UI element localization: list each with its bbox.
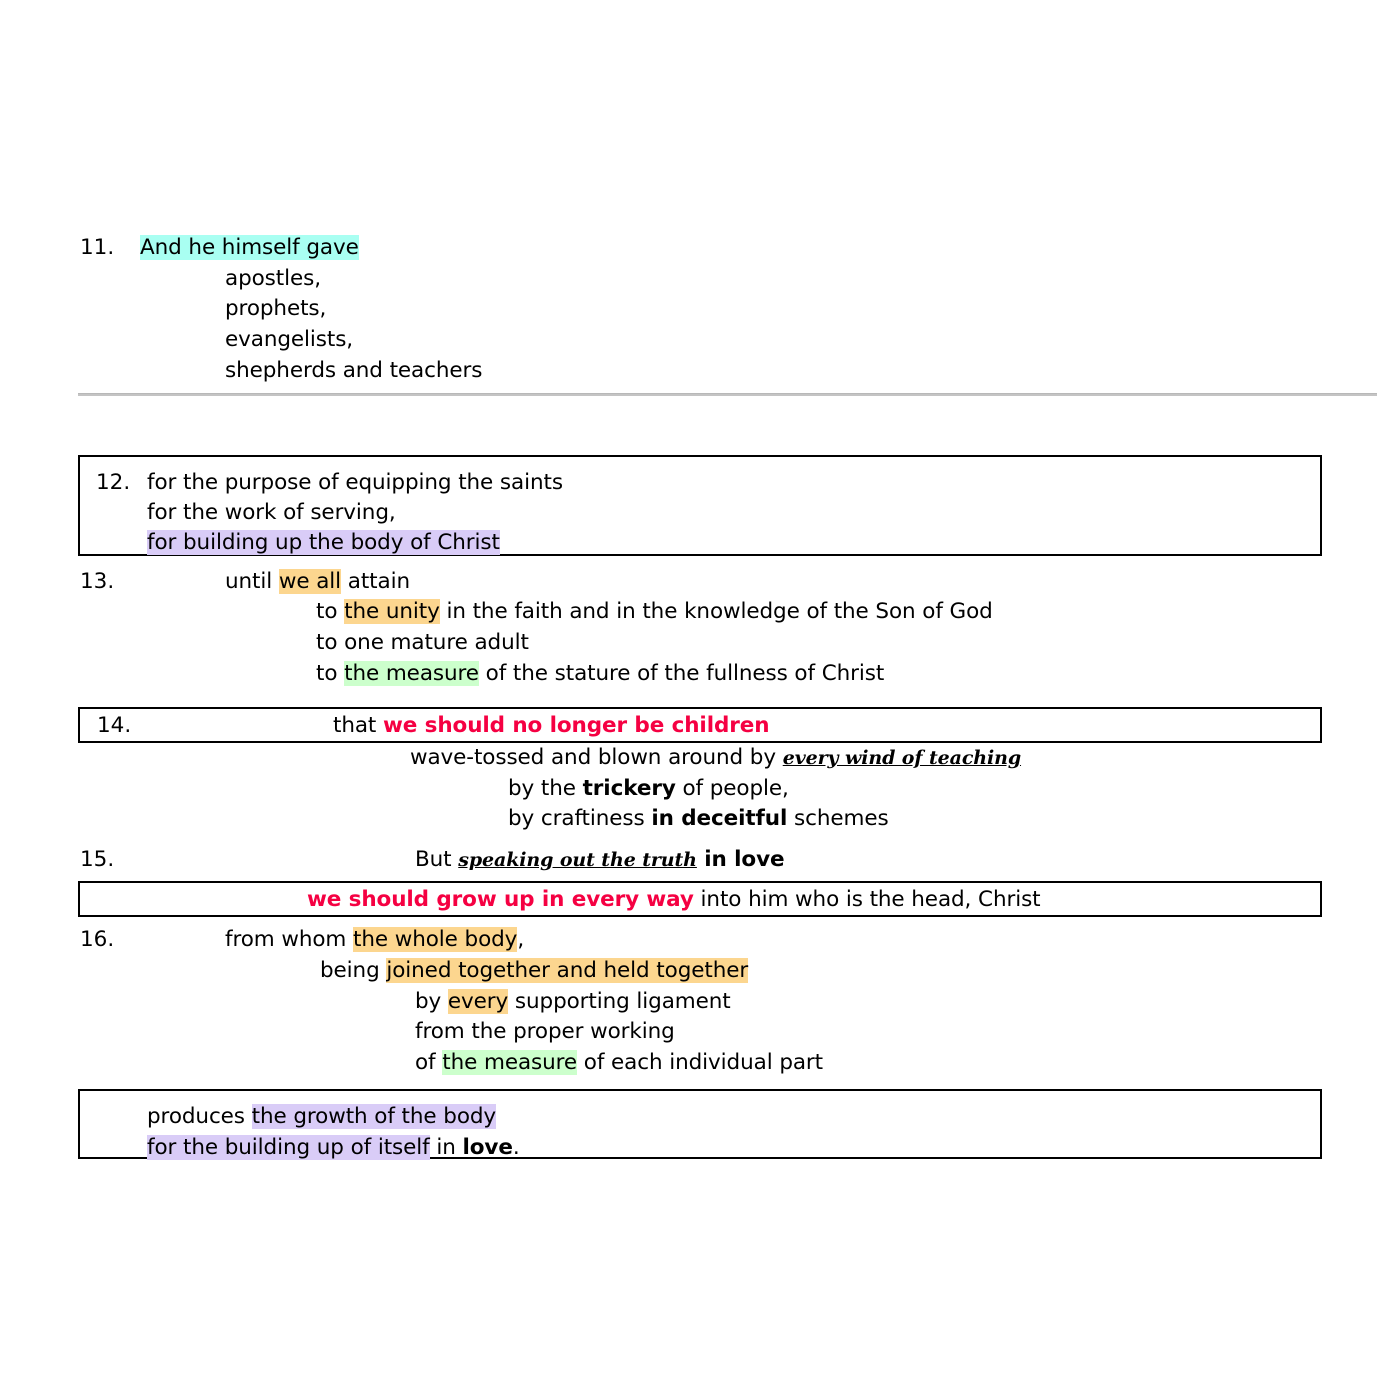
verse-14-line-3 xyxy=(508,774,789,805)
v14-l4-post: schemes xyxy=(787,806,889,831)
verse-number-12: 12. xyxy=(96,470,131,495)
verse-13-line-1 xyxy=(225,567,410,598)
verse-14-line-2 xyxy=(410,743,1021,774)
highlight-for-the-building-up-of-itself: for the building up of itself xyxy=(147,1135,430,1160)
highlight-for-building-up-the-body-of-christ: for building up the body of Christ xyxy=(147,530,500,555)
verse-15-line-2 xyxy=(307,885,1041,916)
v14-l3-pre: by the xyxy=(508,776,583,801)
highlight-the-whole-body: the whole body xyxy=(353,927,518,952)
highlight-the-measure-v16: the measure xyxy=(442,1050,578,1075)
v16-l2-pre: being xyxy=(320,958,387,983)
v14-l3-post: of people, xyxy=(675,776,789,801)
verse-number-16: 16. xyxy=(80,927,115,952)
verse-number-15: 15. xyxy=(80,847,115,872)
v16-l1-post: , xyxy=(517,927,525,952)
highlight-the-unity: the unity xyxy=(344,599,440,624)
v13-l4-pre: to xyxy=(316,661,345,686)
verse-12-line-2: for the work of serving, xyxy=(147,500,396,525)
verse-13-line-2 xyxy=(316,597,993,628)
v13-l1-pre: until xyxy=(225,569,279,594)
v15-l2-post: into him who is the head, Christ xyxy=(693,887,1041,912)
verse-number-13: 13. xyxy=(80,569,115,594)
section-divider xyxy=(78,393,1377,396)
verse-13-line-4 xyxy=(316,659,884,690)
highlight-every: every xyxy=(447,989,509,1014)
v13-l2-post: in the faith and in the knowledge of the Son of God xyxy=(439,599,993,624)
verse-11-line-2: apostles, xyxy=(225,266,321,291)
verse-14-line-1 xyxy=(333,711,769,742)
v14-l4-pre: by craftiness xyxy=(508,806,652,831)
v14-l2-pre: wave-tossed and blown around by xyxy=(410,745,783,770)
verse-11-line-5: shepherds and teachers xyxy=(225,358,483,383)
v16-l7-mid: in xyxy=(429,1135,463,1160)
verse-16-line-2 xyxy=(320,956,748,987)
verse-number-11: 11. xyxy=(80,235,115,260)
verse-12-line-3 xyxy=(147,528,500,559)
verse-16-line-4: from the proper working xyxy=(415,1019,675,1044)
verse-15-line-1 xyxy=(415,845,784,876)
v14-l1-pre: that xyxy=(333,713,383,738)
verse-16-line-3 xyxy=(415,987,731,1018)
highlight-joined-together-and-held-together: joined together and held together xyxy=(386,958,749,983)
verse-14-line-4 xyxy=(508,804,889,835)
v16-l5-post: of each individual part xyxy=(577,1050,824,1075)
verse-16-line-7 xyxy=(147,1133,520,1164)
verse-13-line-3: to one mature adult xyxy=(316,630,529,655)
highlight-we-all: we all xyxy=(278,569,342,594)
highlight-the-measure-v13: the measure xyxy=(344,661,479,686)
emphasis-in-love-v15: in love xyxy=(696,847,785,872)
highlight-the-growth-of-the-body: the growth of the body xyxy=(251,1104,497,1129)
verse-16-line-6 xyxy=(147,1102,496,1133)
emphasis-we-should-grow-up-in-every-way: we should grow up in every way xyxy=(307,887,694,912)
v16-l6-pre: produces xyxy=(147,1104,252,1129)
v16-l5-pre: of xyxy=(415,1050,443,1075)
verse-number-14: 14. xyxy=(97,713,132,738)
v13-l4-post: of the stature of the fullness of Christ xyxy=(478,661,885,686)
emphasis-love: love xyxy=(462,1135,513,1160)
v15-l1-pre: But xyxy=(415,847,459,872)
emphasis-speaking-out-the-truth: speaking out the truth xyxy=(458,849,697,871)
verse-11-line-3: prophets, xyxy=(225,296,327,321)
v13-l2-pre: to xyxy=(316,599,345,624)
highlight-and-he-himself-gave: And he himself gave xyxy=(140,235,359,260)
emphasis-we-should-no-longer-be-children: we should no longer be children xyxy=(383,713,770,738)
verse-11-line-4: evangelists, xyxy=(225,327,354,352)
v16-l3-post: supporting ligament xyxy=(508,989,731,1014)
verse-11-line-1 xyxy=(140,233,359,264)
emphasis-in-deceitful: in deceitful xyxy=(651,806,788,831)
v16-l1-pre: from whom xyxy=(225,927,354,952)
verse-16-line-5 xyxy=(415,1048,823,1079)
emphasis-trickery: trickery xyxy=(582,776,676,801)
verse-16-line-1 xyxy=(225,925,524,956)
v13-l1-post: attain xyxy=(341,569,410,594)
v16-l3-pre: by xyxy=(415,989,448,1014)
verse-12-line-1: for the purpose of equipping the saints xyxy=(147,470,563,495)
emphasis-every-wind-of-teaching: every wind of teaching xyxy=(782,747,1022,769)
v16-l7-period: . xyxy=(512,1135,520,1160)
